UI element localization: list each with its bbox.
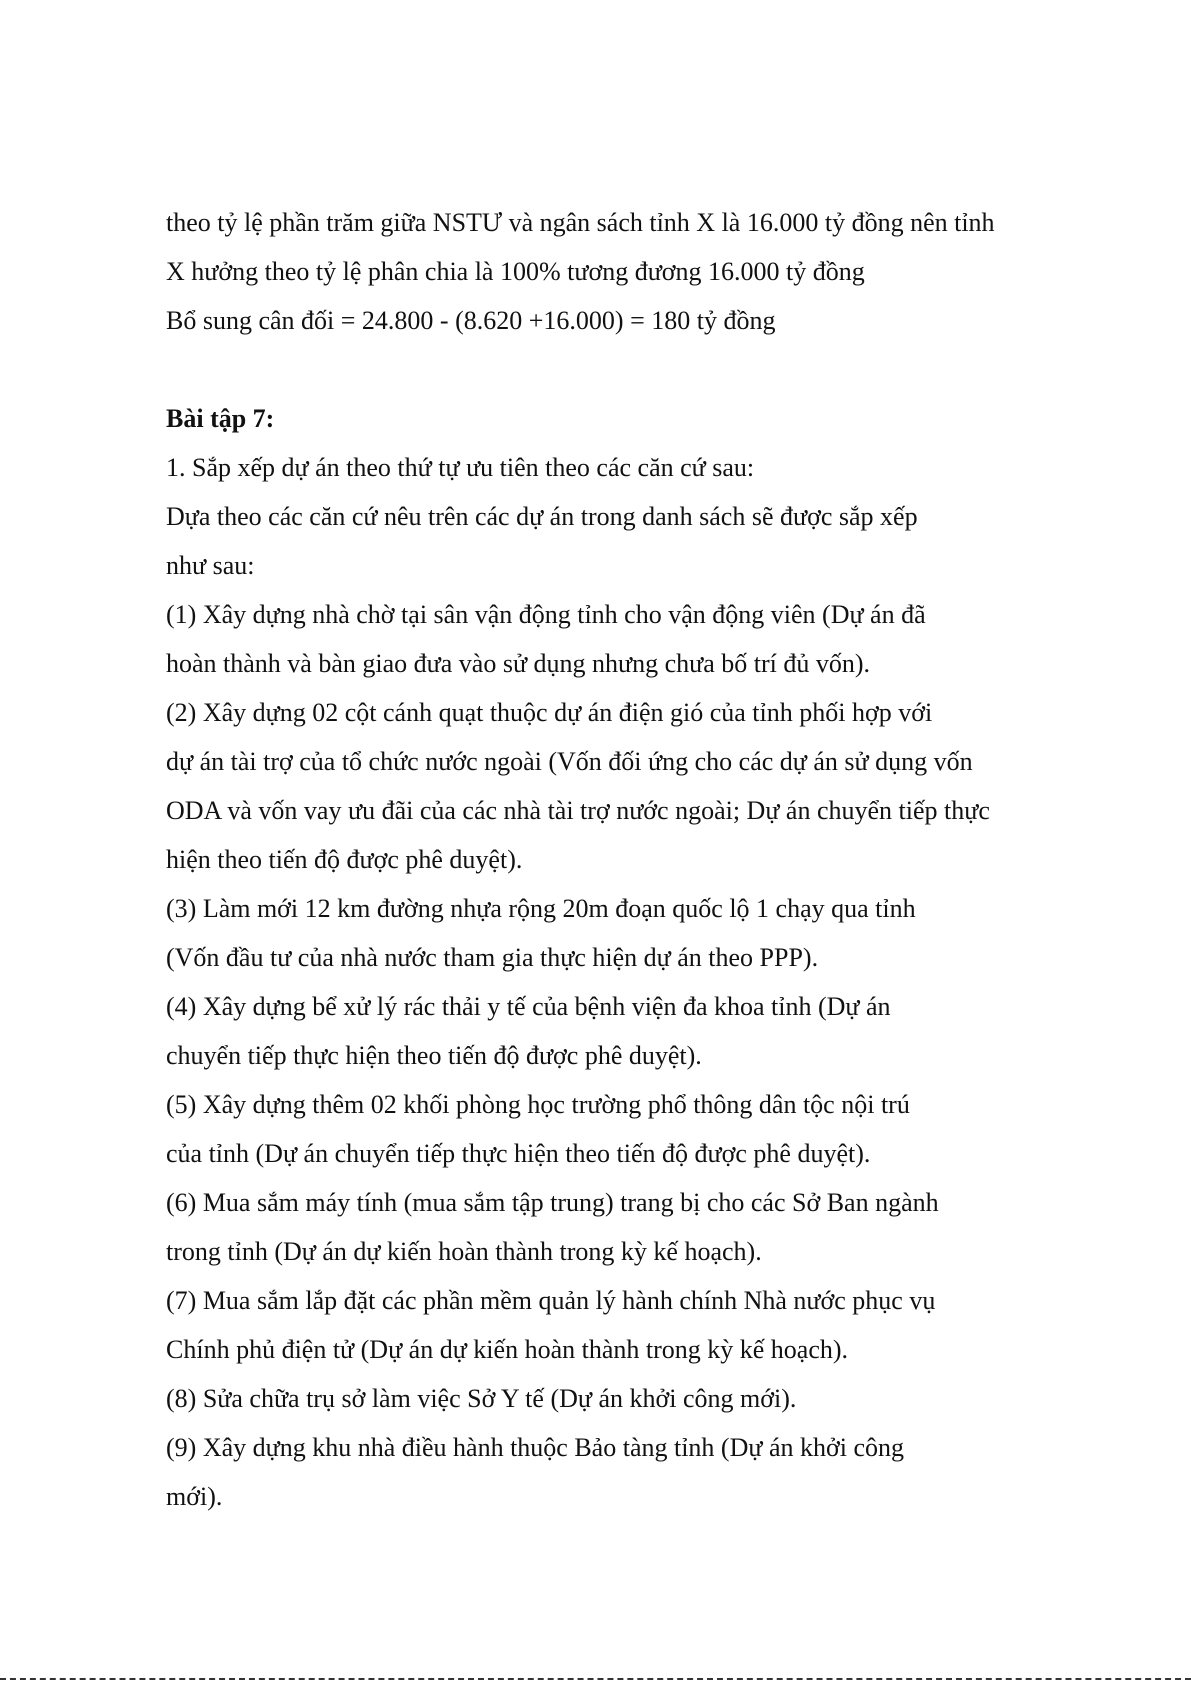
text-line: 1. Sắp xếp dự án theo thứ tự ưu tiên theo các căn cứ sau: xyxy=(166,453,755,482)
text-line: dự án tài trợ của tổ chức nước ngoài (Vốn đối ứng cho các dự án sử dụng vốn xyxy=(166,747,973,776)
text-line: như sau: xyxy=(166,551,255,580)
text-line: trong tỉnh (Dự án dự kiến hoàn thành trong kỳ kế hoạch). xyxy=(166,1237,762,1266)
text-line: (6) Mua sắm máy tính (mua sắm tập trung) trang bị cho các Sở Ban ngành xyxy=(166,1188,939,1217)
text-line: ODA và vốn vay ưu đãi của các nhà tài trợ nước ngoài; Dự án chuyển tiếp thực xyxy=(166,796,990,825)
text-line: của tỉnh (Dự án chuyển tiếp thực hiện theo tiến độ được phê duyệt). xyxy=(166,1139,871,1168)
text-line: Dựa theo các căn cứ nêu trên các dự án trong danh sách sẽ được sắp xếp xyxy=(166,502,918,531)
paragraph-spacer xyxy=(166,345,1066,394)
text-line: theo tỷ lệ phần trăm giữa NSTƯ và ngân sách tỉnh X là 16.000 tỷ đồng nên tỉnh xyxy=(166,208,995,237)
page-bottom-divider xyxy=(0,1678,1191,1680)
text-line: (9) Xây dựng khu nhà điều hành thuộc Bảo tàng tỉnh (Dự án khởi công xyxy=(166,1433,905,1462)
text-line: chuyển tiếp thực hiện theo tiến độ được phê duyệt). xyxy=(166,1041,702,1070)
text-line: Chính phủ điện tử (Dự án dự kiến hoàn thành trong kỳ kế hoạch). xyxy=(166,1335,849,1364)
text-line: (2) Xây dựng 02 cột cánh quạt thuộc dự án điện gió của tỉnh phối hợp với xyxy=(166,698,933,727)
text-line: X hưởng theo tỷ lệ phân chia là 100% tương đương 16.000 tỷ đồng xyxy=(166,257,865,286)
text-line: mới). xyxy=(166,1482,223,1511)
text-line: (8) Sửa chữa trụ sở làm việc Sở Y tế (Dự án khởi công mới). xyxy=(166,1384,797,1413)
text-line: Bổ sung cân đối = 24.800 - (8.620 +16.000) = 180 tỷ đồng xyxy=(166,306,776,335)
text-line: hiện theo tiến độ được phê duyệt). xyxy=(166,845,523,874)
text-line: (3) Làm mới 12 km đường nhựa rộng 20m đoạn quốc lộ 1 chạy qua tỉnh xyxy=(166,894,916,923)
text-line: (5) Xây dựng thêm 02 khối phòng học trường phổ thông dân tộc nội trú xyxy=(166,1090,910,1119)
text-line: (7) Mua sắm lắp đặt các phần mềm quản lý hành chính Nhà nước phục vụ xyxy=(166,1286,936,1315)
text-line: (1) Xây dựng nhà chờ tại sân vận động tỉnh cho vận động viên (Dự án đã xyxy=(166,600,926,629)
text-line: (4) Xây dựng bể xử lý rác thải y tế của bệnh viện đa khoa tỉnh (Dự án xyxy=(166,992,891,1021)
document-body xyxy=(166,198,1066,1521)
text-line: (Vốn đầu tư của nhà nước tham gia thực hiện dự án theo PPP). xyxy=(166,943,819,972)
text-line: hoàn thành và bàn giao đưa vào sử dụng nhưng chưa bố trí đủ vốn). xyxy=(166,649,871,678)
exercise-heading: Bài tập 7: xyxy=(166,404,275,433)
